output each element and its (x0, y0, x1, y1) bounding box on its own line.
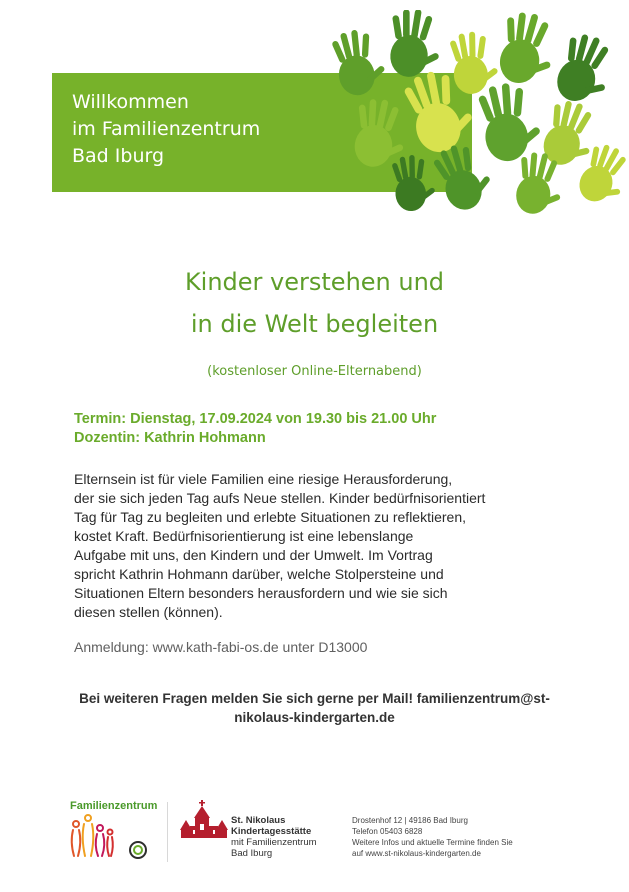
contact-line: Bei weiteren Fragen melden Sie sich gerne per Mail! familienzentrum@st- (79, 691, 550, 706)
headline-line: in die Welt begleiten (190, 310, 439, 338)
address-line: auf www.st-nikolaus-kindergarten.de (352, 849, 481, 858)
banner-line: Bad Iburg (72, 145, 165, 167)
contact-note (0, 689, 629, 727)
org-line: Bad Iburg (231, 848, 273, 859)
handprints-decoration (300, 10, 629, 225)
banner-line: im Familienzentrum (72, 118, 261, 140)
event-description (74, 470, 544, 622)
event-headline (0, 261, 629, 345)
description-line: spricht Kathrin Hohmann darüber, welche Stolpersteine und (74, 566, 444, 582)
description-line: Situationen Eltern besonders herausfordern und wie sie sich (74, 585, 448, 601)
description-line: Elternsein ist für viele Familien eine riesige Herausforderung, (74, 471, 453, 487)
familienzentrum-label: Familienzentrum (70, 800, 158, 812)
address-info (352, 815, 513, 859)
event-subtitle: (kostenloser Online-Elternabend) (207, 364, 422, 379)
footer-divider (167, 802, 168, 862)
org-line: mit Familienzentrum (231, 837, 317, 848)
registration-info: Anmeldung: www.kath-fabi-os.de unter D13000 (74, 639, 368, 655)
description-line: diesen stellen (können). (74, 604, 223, 620)
contact-line: nikolaus-kindergarten.de (234, 710, 395, 725)
family-figures-icon (68, 812, 148, 862)
org-line: Kindertagesstätte (231, 826, 312, 837)
handprints-decoration-group (330, 10, 629, 218)
address-line: Weitere Infos und aktuelle Termine finden Sie (352, 838, 513, 847)
event-date: Termin: Dienstag, 17.09.2024 von 19.30 bis 21.00 Uhr (74, 411, 437, 427)
organization-info (231, 815, 317, 859)
headline-line: Kinder verstehen und (184, 268, 445, 296)
banner-title (72, 89, 260, 170)
church-logo-icon (180, 800, 228, 842)
description-line: Aufgabe mit uns, den Kindern und der Umwelt. Im Vortrag (74, 547, 433, 563)
event-info (74, 410, 436, 448)
description-line: kostet Kraft. Bedürfnisorientierung ist eine lebenslange (74, 528, 414, 544)
address-line: Drostenhof 12 | 49186 Bad Iburg (352, 816, 468, 825)
event-speaker: Dozentin: Kathrin Hohmann (74, 430, 266, 446)
description-line: Tag für Tag zu begleiten und erlebte Situationen zu reflektieren, (74, 509, 466, 525)
quality-seal-icon (130, 842, 146, 858)
org-line: St. Nikolaus (231, 815, 286, 826)
address-line: Telefon 05403 6828 (352, 827, 423, 836)
description-line: der sie sich jeden Tag aufs Neue stellen. Kinder bedürfnisorientiert (74, 490, 486, 506)
banner-line: Willkommen (72, 91, 189, 113)
